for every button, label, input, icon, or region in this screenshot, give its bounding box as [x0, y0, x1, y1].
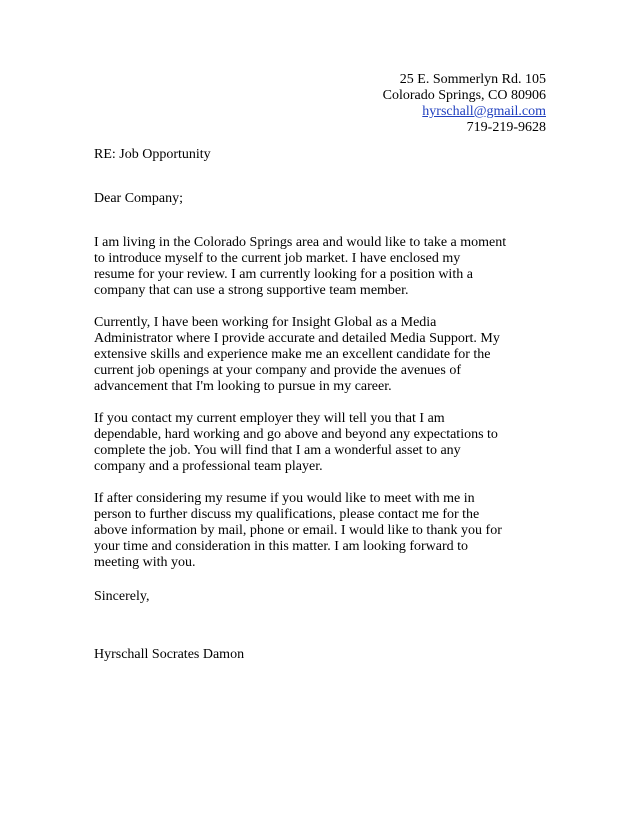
paragraph-line: extensive skills and experience make me an excellent candidate for the — [94, 347, 491, 362]
paragraph-line: I am living in the Colorado Springs area and would like to take a moment — [94, 235, 507, 250]
paragraph-line: If after considering my resume if you would like to meet with me in — [94, 491, 475, 506]
paragraph-3 — [94, 411, 554, 475]
paragraph-1 — [94, 235, 554, 299]
salutation: Dear Company; — [94, 191, 184, 206]
email-link[interactable]: hyrschall@gmail.com — [422, 104, 546, 119]
letter-body — [94, 235, 554, 587]
paragraph-line: Administrator where I provide accurate and detailed Media Support. My — [94, 331, 500, 346]
subject-line: RE: Job Opportunity — [94, 147, 211, 162]
paragraph-line: complete the job. You will find that I am a wonderful asset to any — [94, 443, 461, 458]
signature-name: Hyrschall Socrates Damon — [94, 647, 245, 662]
paragraph-2 — [94, 315, 554, 395]
paragraph-line: advancement that I'm looking to pursue in my career. — [94, 379, 392, 394]
paragraph-line: meeting with you. — [94, 555, 196, 570]
closing: Sincerely, — [94, 589, 150, 604]
address-city-state-zip: Colorado Springs, CO 80906 — [382, 88, 546, 103]
paragraph-line: above information by mail, phone or email. I would like to thank you for — [94, 523, 502, 538]
paragraph-line: If you contact my current employer they will tell you that I am — [94, 411, 445, 426]
address-street: 25 E. Sommerlyn Rd. 105 — [399, 72, 546, 87]
paragraph-line: person to further discuss my qualifications, please contact me for the — [94, 507, 480, 522]
paragraph-line: dependable, hard working and go above and beyond any expectations to — [94, 427, 498, 442]
paragraph-line: Currently, I have been working for Insight Global as a Media — [94, 315, 437, 330]
paragraph-line: your time and consideration in this matter. I am looking forward to — [94, 539, 469, 554]
paragraph-line: current job openings at your company and provide the avenues of — [94, 363, 462, 378]
paragraph-4 — [94, 491, 554, 571]
paragraph-line: company and a professional team player. — [94, 459, 323, 474]
paragraph-line: resume for your review. I am currently looking for a position with a — [94, 267, 473, 282]
sender-address — [383, 72, 546, 136]
address-phone: 719-219-9628 — [466, 120, 546, 135]
paragraph-line: to introduce myself to the current job market. I have enclosed my — [94, 251, 461, 266]
paragraph-line: company that can use a strong supportive team member. — [94, 283, 409, 298]
